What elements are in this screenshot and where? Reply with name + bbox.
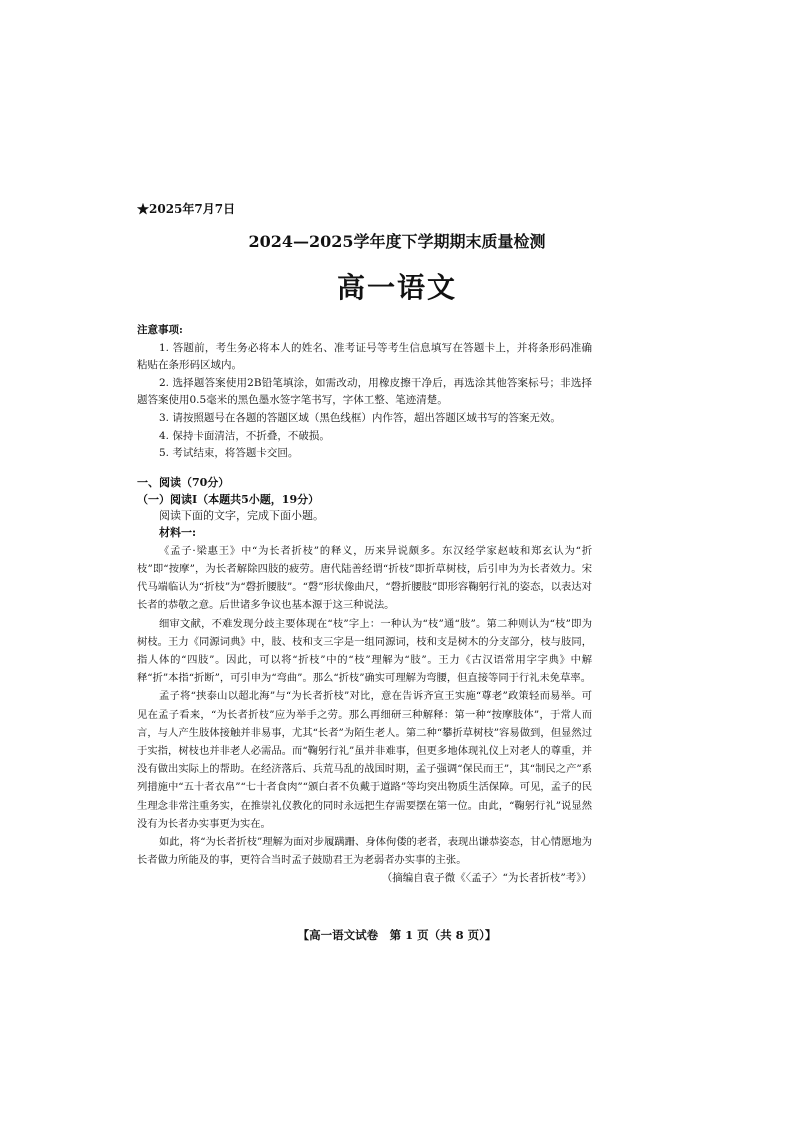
article-paragraph: 《孟子·梁惠王》中“为长者折枝”的释义，历来异说颇多。东汉经学家赵岐和郑玄认为“折枝”即“按摩”，为长者解除四肢的疲劳。唐代陆善经谓“折枝”即折草树枝，后引申为为长者效力。宋代马端临认为“折枝”为“磬折腰肢”。“磬”形状像曲尺，“磬折腰肢”即形容鞠躬行礼的姿态，以表达对长者的恭敬之意。后世诸多争议也基本源于这三种说法。 [137, 544, 592, 612]
notes-block [137, 322, 592, 463]
exam-title: 2024—2025学年度下学期期末质量检测 [248, 232, 546, 251]
note-item: 5. 考试结束，将答题卡交回。 [159, 447, 299, 460]
note-item: 4. 保持卡面清洁，不折叠，不破损。 [159, 429, 330, 442]
reading-section [137, 475, 592, 887]
exam-date: ★2025年7月7日 [137, 202, 236, 216]
section-subtitle: （一）阅读Ⅰ（本题共5小题，19分） [137, 492, 320, 506]
section-instruction: 阅读下面的文字，完成下面小题。 [159, 509, 324, 523]
page-footer: 【高一语文试卷 第 1 页（共 8 页）】 [297, 928, 497, 942]
article-paragraph: 如此，将“为长者折枝”理解为面对步履蹒跚、身体佝偻的老者，表现出谦恭姿态，甘心情愿地为长者做力所能及的事，更符合当时孟子鼓励君王为老弱者办实事的主张。 [137, 836, 592, 867]
note-item: 3. 请按照题号在各题的答题区域（黑色线框）内作答，超出答题区域书写的答案无效。 [159, 411, 561, 424]
article-source: （摘编自袁子微《〈孟子〉“为长者折枝”考》） [381, 872, 592, 885]
note-item: 2. 选择题答案使用2B铅笔填涂，如需改动，用橡皮擦干净后，再选涂其他答案标号；非选择题答案使用0.5毫米的黑色墨水签字笔书写，字体工整、笔迹清楚。 [137, 376, 592, 407]
material-label: 材料一: [159, 526, 197, 540]
note-item: 1. 答题前，考生务必将本人的姓名、准考证号等考生信息填写在答题卡上，并将条形码准确粘贴在条形码区域内。 [137, 341, 592, 372]
section-title: 一、阅读（70分） [137, 476, 230, 489]
notes-heading: 注意事项: [137, 324, 183, 336]
subject-title: 高一语文 [336, 271, 457, 304]
article-paragraph: 孟子将“挟泰山以超北海”与“为长者折枝”对比，意在告诉齐宣王实施“尊老”政策轻而易举。可见在孟子看来，“为长者折枝”应为举手之劳。那么再细研三种解释：第一种“按摩肢体”，于常人而言，与人产生肢体接触并非易事，尤其“长者”为陌生老人。第二种“攀折草树枝”容易做到，但显然过于实指，树枝也并非老人必需品。而“鞠躬行礼”虽并非难事，但更多地体现礼仪上对老人的尊重，并没有做出实际上的帮助。在经济落后、兵荒马乱的战国时期，孟子强调“保民而王”，其“制民之产”系列措施中“五十者衣帛”“七十者食肉”“颁白者不负戴于道路”等均突出物质生活保障。可见，孟子的民生理念非常注重务实，在推崇礼仪教化的同时永远把生存需要摆在第一位。由此，“鞠躬行礼”说显然没有为长者办实事更为实在。 [137, 690, 592, 830]
article-paragraph: 细审文献，不难发现分歧主要体现在“枝”字上：一种认为“枝”通“肢”。第二种则认为“枝”即为树枝。王力《同源词典》中，肢、枝和支三字是一组同源词，枝和支是树木的分支部分，枝与肢同，指人体的“四肢”。因此，可以将“折枝”中的“枝”理解为“肢”。王力《古汉语常用字字典》中解释“折”本指“折断”，可引申为“弯曲”。那么“折枝”确实可理解为弯腰，但直接等同于行礼未免草率。 [137, 617, 592, 685]
